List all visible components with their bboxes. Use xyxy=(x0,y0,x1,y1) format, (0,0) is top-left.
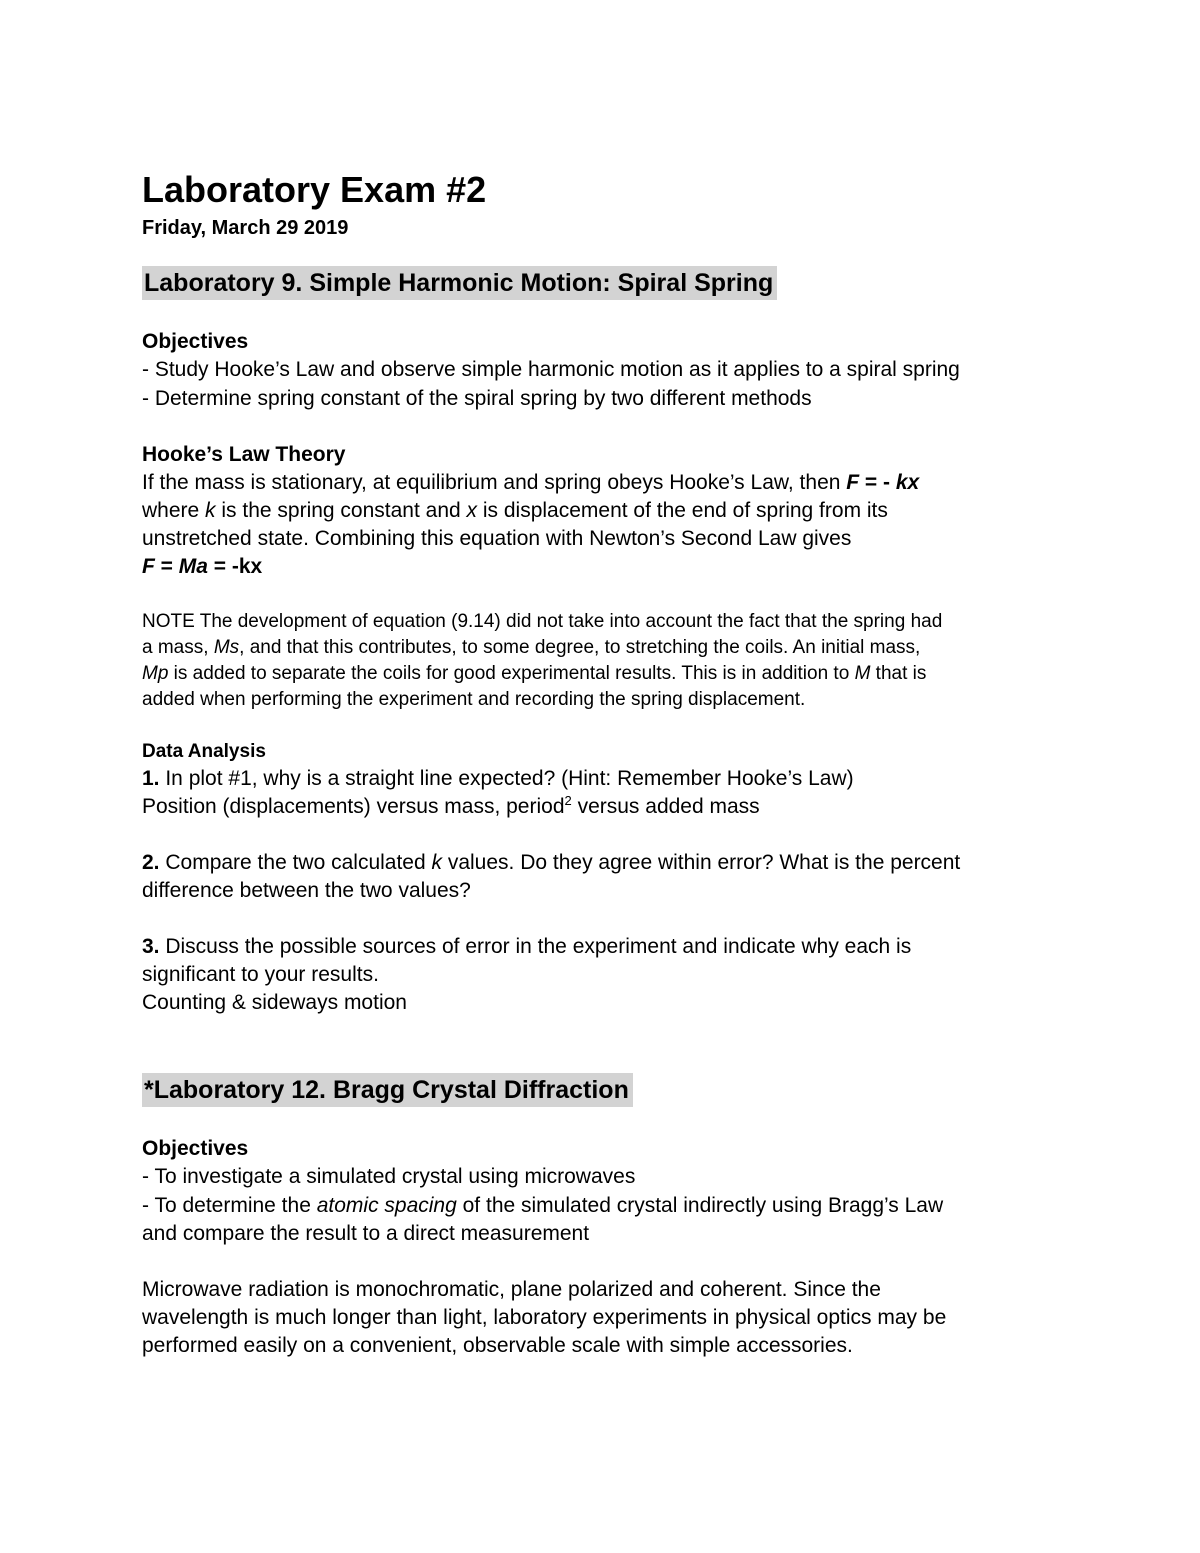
lab12-objective-2 xyxy=(142,1192,943,1220)
eq-ma: Ma xyxy=(178,555,208,578)
data-analysis-heading: Data Analysis xyxy=(142,741,266,762)
theory-heading: Hooke’s Law Theory xyxy=(142,443,346,466)
eq-equals: = - xyxy=(859,471,896,494)
question-text: Discuss the possible sources of error in the experiment and indicate why each is xyxy=(159,935,912,958)
objective-text: of the simulated crystal indirectly using Bragg’s Law xyxy=(456,1194,944,1217)
answer-3: Counting & sideways motion xyxy=(142,991,407,1014)
theory-line-1 xyxy=(142,469,919,497)
superscript: 2 xyxy=(564,793,572,808)
note-text: a mass, xyxy=(142,637,214,658)
lab12-objective-2-line-2: and compare the result to a direct measurement xyxy=(142,1222,590,1245)
question-2 xyxy=(142,849,960,877)
question-3 xyxy=(142,933,911,961)
microwave-paragraph-line-3: performed easily on a convenient, observable scale with simple accessories. xyxy=(142,1334,853,1357)
theory-text: is the spring constant and xyxy=(215,499,467,522)
lab12-heading: *Laboratory 12. Bragg Crystal Diffraction xyxy=(142,1073,633,1107)
eq-equals: = xyxy=(154,555,179,578)
question-3-line-2: significant to your results. xyxy=(142,963,379,986)
eq-force: F xyxy=(846,471,860,494)
note-line-3 xyxy=(142,661,926,687)
microwave-paragraph-line-1: Microwave radiation is monochromatic, plane polarized and coherent. Since the xyxy=(142,1278,881,1301)
lab9-objective-2: - Determine spring constant of the spiral spring by two different methods xyxy=(142,387,812,410)
var-ms: Ms xyxy=(213,637,240,658)
document-date: Friday, March 29 2019 xyxy=(142,217,349,239)
objective-text: - To determine the xyxy=(142,1194,317,1217)
lab12-objective-1: - To investigate a simulated crystal using microwaves xyxy=(142,1165,636,1188)
note-line-4: added when performing the experiment and recording the spring displacement. xyxy=(142,689,806,710)
document-title: Laboratory Exam #2 xyxy=(142,169,487,210)
note-text: that is xyxy=(870,663,927,684)
note-line-1: NOTE The development of equation (9.14) did not take into account the fact that the spring had xyxy=(142,611,943,632)
lab9-objectives-heading: Objectives xyxy=(142,330,249,353)
question-text: Compare the two calculated xyxy=(159,851,432,874)
var-mp: Mp xyxy=(142,663,169,684)
var-k: k xyxy=(205,499,216,522)
eq-rest: = -kx xyxy=(207,555,263,578)
question-number: 1. xyxy=(142,767,160,790)
answer-text: versus added mass xyxy=(571,795,760,818)
eq-kx: kx xyxy=(895,471,920,494)
theory-line-3: unstretched state. Combining this equation with Newton’s Second Law gives xyxy=(142,527,852,550)
question-text: In plot #1, why is a straight line expected? (Hint: Remember Hooke’s Law) xyxy=(159,767,854,790)
question-2-line-2: difference between the two values? xyxy=(142,879,471,902)
note-text: , and that this contributes, to some degree, to stretching the coils. An initial mass, xyxy=(239,637,921,658)
lab9-objective-1: - Study Hooke’s Law and observe simple harmonic motion as it applies to a spiral spring xyxy=(142,358,960,381)
lab9-heading: Laboratory 9. Simple Harmonic Motion: Spiral Spring xyxy=(142,266,777,300)
lab12-objectives-heading: Objectives xyxy=(142,1137,249,1160)
answer-text: Position (displacements) versus mass, period xyxy=(142,795,565,818)
var-x: x xyxy=(466,499,478,522)
theory-text: If the mass is stationary, at equilibrium and spring obeys Hooke’s Law, then xyxy=(142,471,847,494)
theory-text: is displacement of the end of spring from its xyxy=(477,499,888,522)
question-number: 2. xyxy=(142,851,160,874)
atomic-spacing-term: atomic spacing xyxy=(316,1194,457,1217)
question-text: values. Do they agree within error? What is the percent xyxy=(442,851,961,874)
theory-line-2 xyxy=(142,497,888,525)
microwave-paragraph-line-2: wavelength is much longer than light, laboratory experiments in physical optics may be xyxy=(142,1306,947,1329)
theory-equation xyxy=(142,553,262,581)
question-number: 3. xyxy=(142,935,160,958)
theory-text: where xyxy=(142,499,206,522)
note-text: is added to separate the coils for good experimental results. This is in addition to xyxy=(168,663,855,684)
var-k: k xyxy=(431,851,442,874)
note-line-2 xyxy=(142,635,920,661)
var-m: M xyxy=(854,663,871,684)
eq-force: F xyxy=(142,555,155,578)
answer-1 xyxy=(142,793,760,821)
question-1 xyxy=(142,765,854,793)
